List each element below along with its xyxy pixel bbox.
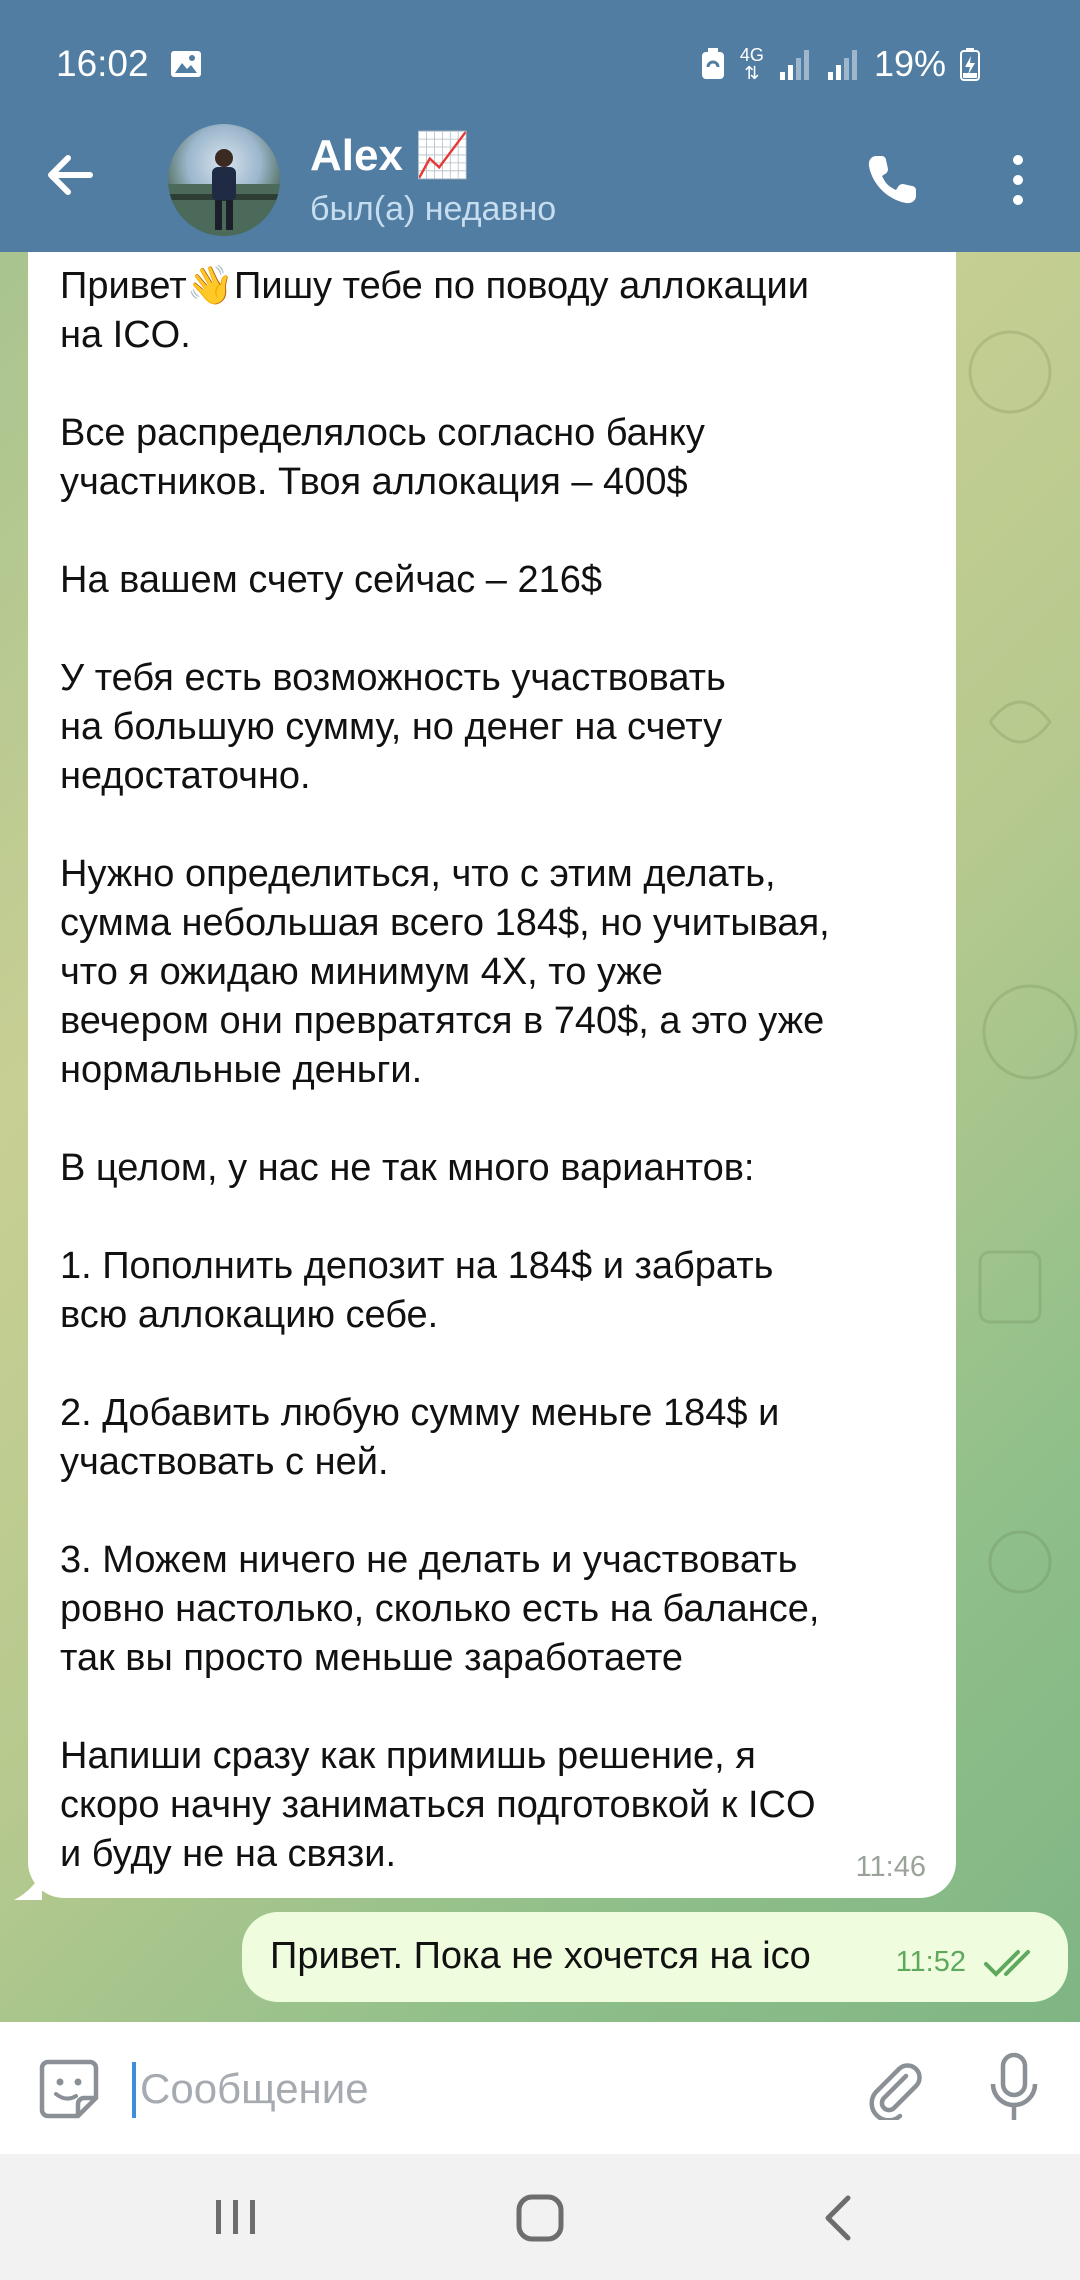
- contact-status: был(а) недавно: [310, 190, 557, 228]
- paperclip-icon[interactable]: [862, 2056, 926, 2120]
- status-right: [700, 40, 980, 88]
- battery-charging-icon: [960, 47, 980, 81]
- incoming-message-text: Привет👋Пишу тебе по поводу аллокации на ICO. Все распределялось согласно банку участников. Твоя аллокация – 400$ На вашем счету сейчас – 216$ У тебя есть возможность участвовать на большую сумму, но денег на счету недостаточно. Нужно определиться, что с этим делать, сумма небольшая всего 184$, но учитывая, что я ожидаю минимум 4X, то уже вечером они превратятся в 740$, а это уже нормальные деньги. В целом, у нас не так много вариантов: 1. Пополнить депозит на 184$ и забрать всю аллокацию себе. 2. Добавить любую сумму меньге 184$ и участвовать с ней. 3. Можем ничего не делать и участвовать ровно настолько, сколько есть на балансе, так вы просто меньше заработаете Напиши сразу как примишь решение, я скоро начну заниматься подготовкой к ICO и буду не на связи.: [60, 265, 830, 1875]
- network-type-icon: 4G ⇅: [739, 45, 764, 83]
- nav-back-icon[interactable]: [816, 2190, 864, 2246]
- signal-2-icon: [826, 48, 860, 80]
- contact-name[interactable]: Alex 📈: [310, 131, 470, 180]
- gallery-notification-icon: [170, 50, 202, 78]
- contact-avatar[interactable]: [168, 124, 280, 236]
- data-saver-icon: [700, 47, 726, 81]
- call-button[interactable]: [862, 150, 922, 210]
- sticker-smile-icon[interactable]: [38, 2058, 100, 2120]
- incoming-message-bubble[interactable]: [28, 252, 956, 1898]
- battery-percent: 19%: [873, 43, 946, 84]
- read-double-check-icon: [984, 1946, 1042, 1980]
- message-input[interactable]: [136, 2054, 844, 2124]
- avatar-photo: [168, 124, 280, 236]
- status-time: 16:02: [56, 43, 149, 84]
- microphone-icon[interactable]: [988, 2052, 1040, 2124]
- home-icon[interactable]: [512, 2190, 568, 2246]
- network-type-label: 4G: [739, 45, 764, 65]
- incoming-message-time: 11:46: [855, 1851, 926, 1883]
- app-header: [0, 0, 1080, 252]
- recents-icon[interactable]: [208, 2194, 264, 2240]
- signal-1-icon: [778, 48, 812, 80]
- chat-area[interactable]: [0, 252, 1080, 2022]
- outgoing-message-bubble[interactable]: [242, 1912, 1068, 2002]
- message-composer: [0, 2022, 1080, 2154]
- back-button[interactable]: [40, 145, 100, 205]
- status-bar: [0, 0, 1080, 130]
- outgoing-message-time: 11:52: [895, 1946, 966, 1978]
- more-options-button[interactable]: [1000, 150, 1036, 210]
- outgoing-message-text: Привет. Пока не хочется на ico: [270, 1935, 811, 1977]
- system-navigation-bar: [0, 2154, 1080, 2280]
